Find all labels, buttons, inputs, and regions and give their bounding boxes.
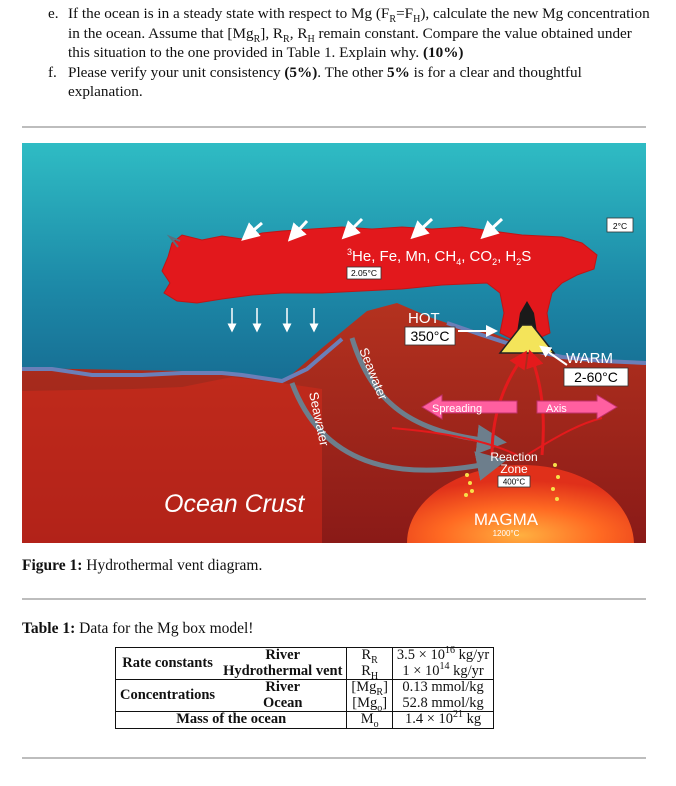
plume-temp-label: [347, 267, 381, 279]
svg-text:2.05°C: 2.05°C: [350, 268, 378, 278]
row-group-label: Rate constants: [116, 648, 220, 680]
svg-text:400°C: 400°C: [502, 477, 526, 487]
ocean-crust-left: [22, 377, 322, 543]
symbol-cell: $M_o$: [347, 712, 393, 729]
question-letter: f.: [48, 63, 57, 81]
row-label: River: [219, 648, 347, 664]
divider: [22, 126, 646, 128]
question-text: Please verify your unit consistency (5%). The other 5% is for a clear and thoughtful explanation.: [68, 63, 582, 100]
axis-label: Axis: [546, 403, 567, 415]
figure-caption: Figure 1: Hydrothermal vent diagram.: [22, 557, 263, 574]
spreading-label: Spreading: [432, 403, 483, 415]
svg-text:Zone: Zone: [500, 462, 528, 476]
divider: [22, 757, 646, 759]
mg-box-model-table: [115, 647, 494, 729]
table-row: [116, 680, 494, 696]
svg-text:350°C: 350°C: [410, 328, 450, 344]
value-cell: 52.8 mmol/kg: [392, 696, 493, 712]
table-caption: Table 1: Data for the Mg box model!: [22, 620, 254, 637]
table-row: [116, 712, 494, 729]
divider: [22, 598, 646, 600]
svg-text:2°C: 2°C: [612, 221, 628, 231]
seawater-label-upper: Seawater: [356, 345, 391, 403]
svg-text:HOT: HOT: [408, 310, 440, 327]
row-label: Ocean: [263, 694, 303, 711]
row-label: Hydrothermal vent: [223, 662, 343, 679]
top-temp-label: [607, 218, 633, 232]
question-f: [16, 63, 656, 102]
svg-text:WARM: WARM: [566, 350, 613, 367]
svg-text:2-60°C: 2-60°C: [574, 369, 618, 385]
question-letter: e.: [48, 5, 59, 22]
question-list: [16, 4, 656, 102]
ocean-crust-label: Ocean Crust: [164, 490, 305, 518]
svg-text:1200°C: 1200°C: [492, 529, 520, 538]
value-cell: 0.13 mmol/kg: [392, 680, 493, 696]
value-cell: $1 \times 10^{14}$ kg/yr: [392, 664, 493, 680]
symbol-cell: $[Mg_R]$: [347, 680, 393, 696]
value-cell: $3.5 \times 10^{16}$ kg/yr: [392, 648, 493, 664]
question-text: If the ocean is in a steady state with respect to Mg $(F_R=F_H)$, calculate the new Mg concentration in the ocean. Assume that $[Mg_R]$, $R_R$, $R_H$ remain constant. Compare the value obtained under this situation to the one provided in Table 1. Explain why. (10%): [68, 5, 650, 61]
hydrothermal-vent-figure: [22, 143, 646, 543]
question-e: [16, 4, 656, 63]
svg-text:Reaction: Reaction: [490, 450, 538, 464]
seawater-label-lower: Seawater: [306, 390, 333, 448]
value-cell: $1.4 \times 10^{21}$ kg: [392, 712, 493, 729]
table-row: [116, 648, 494, 664]
row-group-label: Concentrations: [116, 680, 220, 712]
symbol-cell: $R_R$: [347, 648, 393, 664]
svg-text:MAGMA: MAGMA: [473, 510, 539, 529]
symbol-cell: $R_H$: [347, 664, 393, 680]
row-label: Mass of the ocean: [116, 712, 347, 729]
symbol-cell: $[Mg_o]$: [347, 696, 393, 712]
row-label: River: [219, 680, 347, 696]
chemical-species-label: $^3$He, Fe, Mn, $CH_4$, $CO_2$, $H_2S$: [347, 247, 532, 267]
